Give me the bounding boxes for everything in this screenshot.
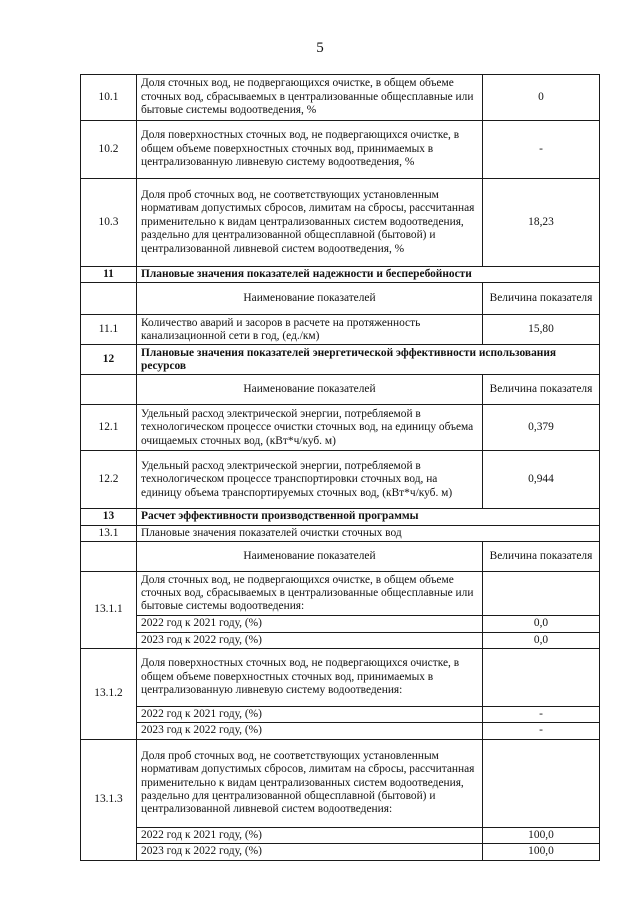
period-value: - xyxy=(483,723,600,739)
row-number: 12.2 xyxy=(81,451,137,509)
table-subrow xyxy=(81,827,600,843)
section-heading-row xyxy=(81,267,600,283)
page-number: 5 xyxy=(316,40,324,56)
header-value: Величина показателя xyxy=(483,283,600,315)
section-number: 12 xyxy=(81,345,137,375)
indicator-description: Доля поверхностных сточных вод, не подвергающихся очистке, в общем объеме поверхностных сточных вод, принимаемых в централизованную ливневую систему водоотведения: xyxy=(137,649,483,707)
row-number: 12.1 xyxy=(81,405,137,451)
section-heading-row xyxy=(81,509,600,525)
section-number: 13 xyxy=(81,509,137,525)
table-row xyxy=(81,315,600,345)
indicator-description: Удельный расход электрической энергии, потребляемой в технологическом процессе очистки сточных вод, на единицу объема очищаемых сточных вод, (кВт*ч/куб. м) xyxy=(137,405,483,451)
table-subrow xyxy=(81,844,600,860)
period-value: 0,0 xyxy=(483,632,600,648)
column-header-row xyxy=(81,283,600,315)
indicator-description: Доля сточных вод, не подвергающихся очистке, в общем объеме сточных вод, сбрасываемых в централизованные общесплавные или бытовые системы водоотведения, % xyxy=(137,75,483,121)
table-subrow xyxy=(81,723,600,739)
period-label: 2023 год к 2022 году, (%) xyxy=(137,844,483,860)
table-subrow xyxy=(81,616,600,632)
period-label: 2023 год к 2022 году, (%) xyxy=(137,632,483,648)
header-value: Величина показателя xyxy=(483,375,600,405)
header-names: Наименование показателей xyxy=(137,542,483,572)
row-number: 10.2 xyxy=(81,121,137,179)
indicator-description: Доля проб сточных вод, не соответствующих установленным нормативам допустимых сбросов, лимитам на сбросы, рассчитанная применительно к видам централизованных систем водоотведения, раздельно для централизованной общесплавной (бытовой) и централизованной ливневой систем водоотведения, % xyxy=(137,179,483,267)
row-number: 10.3 xyxy=(81,179,137,267)
indicator-description: Доля поверхностных сточных вод, не подвергающихся очистке, в общем объеме поверхностных сточных вод, принимаемых в централизованную ливневую систему водоотведения, % xyxy=(137,121,483,179)
subsection-heading-row xyxy=(81,525,600,541)
period-label: 2022 год к 2021 году, (%) xyxy=(137,616,483,632)
column-header-row xyxy=(81,542,600,572)
section-number: 11 xyxy=(81,267,137,283)
section-heading-row xyxy=(81,345,600,375)
period-label: 2022 год к 2021 году, (%) xyxy=(137,707,483,723)
header-names: Наименование показателей xyxy=(137,283,483,315)
table-row xyxy=(81,649,600,707)
indicator-value: 18,23 xyxy=(483,179,600,267)
section-title: Плановые значения показателей надежности и бесперебойности xyxy=(137,267,600,283)
indicator-description: Доля проб сточных вод, не соответствующих установленным нормативам допустимых сбросов, лимитам на сбросы, рассчитанная применительно к видам централизованных систем водоотведения, раздельно для централизованной общесплавной (бытовой) и централизованной ливневой систем водоотведения: xyxy=(137,739,483,827)
indicator-value: - xyxy=(483,121,600,179)
period-value: 0,0 xyxy=(483,616,600,632)
section-title: Расчет эффективности производственной программы xyxy=(137,509,600,525)
section-title: Плановые значения показателей энергетической эффективности использования ресурсов xyxy=(137,345,600,375)
empty-cell xyxy=(483,572,600,616)
indicator-description: Доля сточных вод, не подвергающихся очистке, в общем объеме сточных вод, сбрасываемых в централизованные общесплавные или бытовые системы водоотведения: xyxy=(137,572,483,616)
header-value: Величина показателя xyxy=(483,542,600,572)
empty-cell xyxy=(81,375,137,405)
indicator-description: Удельный расход электрической энергии, потребляемой в технологическом процессе транспортировки сточных вод, на единицу объема транспортируемых сточных вод, (кВт*ч/куб. м) xyxy=(137,451,483,509)
indicator-value: 0 xyxy=(483,75,600,121)
table-row xyxy=(81,121,600,179)
table-row xyxy=(81,179,600,267)
row-number: 13.1.3 xyxy=(81,739,137,860)
empty-cell xyxy=(81,283,137,315)
period-value: 100,0 xyxy=(483,844,600,860)
empty-cell xyxy=(483,739,600,827)
empty-cell xyxy=(483,649,600,707)
row-number: 13.1.1 xyxy=(81,572,137,649)
column-header-row xyxy=(81,375,600,405)
period-label: 2022 год к 2021 году, (%) xyxy=(137,827,483,843)
row-number: 11.1 xyxy=(81,315,137,345)
subsection-number: 13.1 xyxy=(81,525,137,541)
row-number: 13.1.2 xyxy=(81,649,137,740)
table-subrow xyxy=(81,632,600,648)
table-row xyxy=(81,75,600,121)
table-row xyxy=(81,572,600,616)
period-value: 100,0 xyxy=(483,827,600,843)
table-subrow xyxy=(81,707,600,723)
indicator-value: 15,80 xyxy=(483,315,600,345)
row-number: 10.1 xyxy=(81,75,137,121)
indicator-value: 0,944 xyxy=(483,451,600,509)
indicators-table xyxy=(80,74,600,861)
subsection-title: Плановые значения показателей очистки сточных вод xyxy=(137,525,600,541)
indicator-description: Количество аварий и засоров в расчете на протяженность канализационной сети в год, (ед./км) xyxy=(137,315,483,345)
table-row xyxy=(81,451,600,509)
header-names: Наименование показателей xyxy=(137,375,483,405)
period-value: - xyxy=(483,707,600,723)
table-row xyxy=(81,739,600,827)
table-row xyxy=(81,405,600,451)
empty-cell xyxy=(81,542,137,572)
period-label: 2023 год к 2022 году, (%) xyxy=(137,723,483,739)
indicator-value: 0,379 xyxy=(483,405,600,451)
